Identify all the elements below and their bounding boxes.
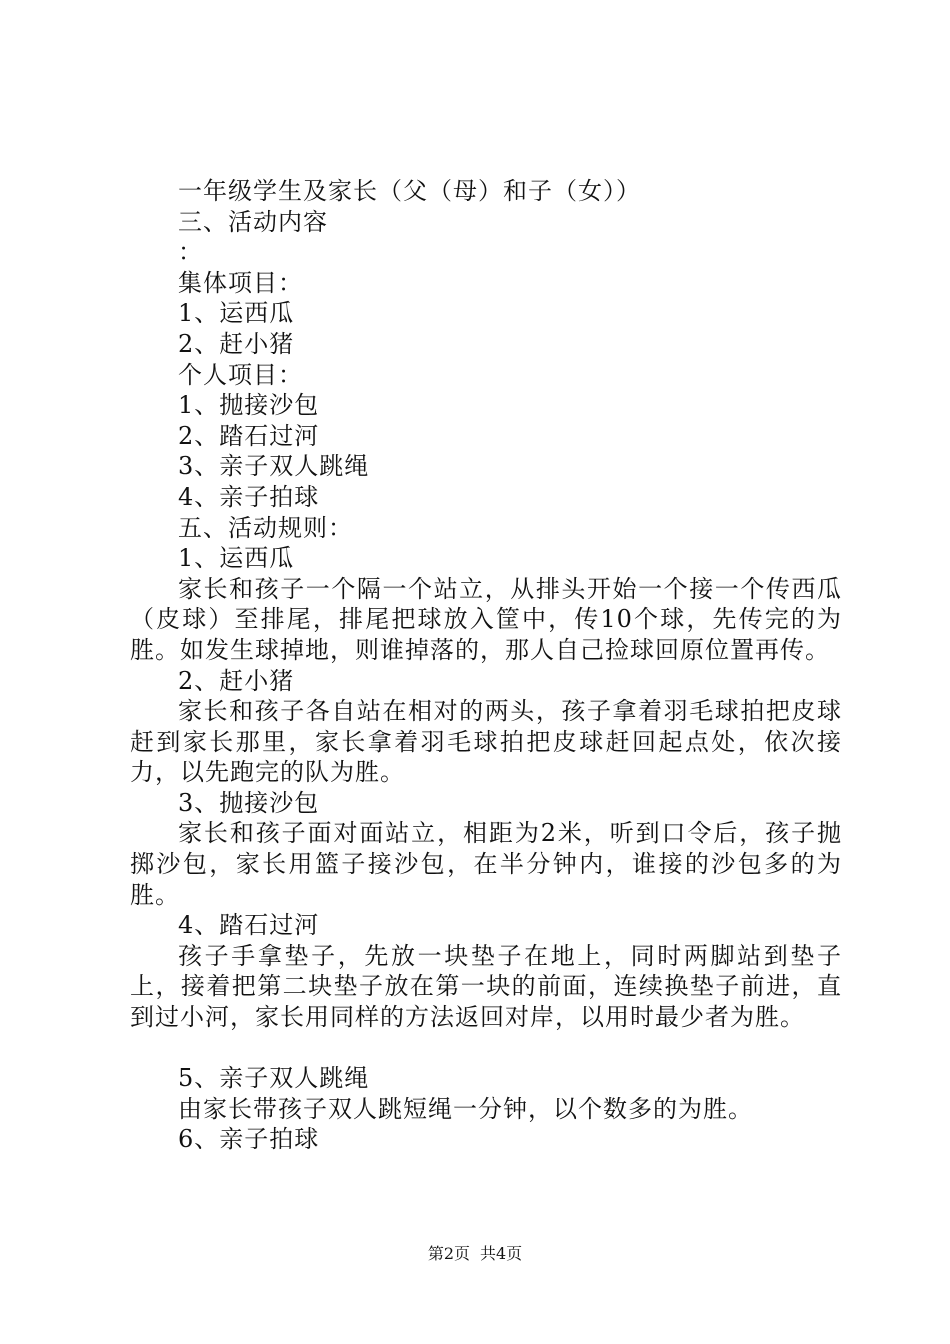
blank-line: [130, 1033, 842, 1064]
rule-title: 1、运西瓜: [178, 544, 295, 573]
participants-line: 一年级学生及家长（父（母）和子（女））: [178, 177, 641, 205]
section-heading-rules: 五、活动规则：: [178, 513, 353, 542]
individual-item: 2、踏石过河: [178, 421, 320, 450]
rule-title: 3、抛接沙包: [178, 788, 320, 817]
document-body: [130, 176, 842, 1155]
rule-paragraph: 孩子手拿垫子，先放一块垫子在地上，同时两脚站到垫子上，接着把第二块垫子放在第一块的前面，连续换垫子前进，直到过小河，家长用同样的方法返回对岸，以用时最少者为胜。: [130, 941, 842, 1032]
rule-title: 2、赶小猪: [178, 666, 295, 695]
rule-paragraph: 家长和孩子各自站在相对的两头，孩子拿着羽毛球拍把皮球赶到家长那里，家长拿着羽毛球拍把皮球赶回起点处，依次接力，以先跑完的队为胜。: [130, 697, 842, 787]
page-total: 共4页: [480, 1244, 523, 1263]
rule-paragraph: 家长和孩子面对面站立，相距为2米，听到口令后，孩子抛掷沙包，家长用篮子接沙包，在半分钟内，谁接的沙包多的为胜。: [130, 819, 842, 909]
individual-item: 4、亲子拍球: [178, 482, 320, 511]
rule-title: 5、亲子双人跳绳: [178, 1064, 370, 1093]
group-items-heading: 集体项目：: [178, 268, 303, 297]
rule-title: 6、亲子拍球: [178, 1125, 320, 1154]
rule-paragraph: 由家长带孩子双人跳短绳一分钟，以个数多的为胜。: [178, 1094, 753, 1123]
rule-title: 4、踏石过河: [178, 911, 320, 940]
individual-item: 3、亲子双人跳绳: [178, 452, 370, 481]
colon-line: ：: [178, 238, 203, 267]
page-number: 第2页: [427, 1244, 470, 1263]
group-item: 2、赶小猪: [178, 329, 295, 358]
group-item: 1、运西瓜: [178, 299, 295, 328]
section-heading-content: 三、活动内容: [178, 207, 328, 236]
page-footer: [0, 1244, 950, 1264]
individual-item: 1、抛接沙包: [178, 391, 320, 420]
rule-paragraph: 家长和孩子一个隔一个站立，从排头开始一个接一个传西瓜（皮球）至排尾，排尾把球放入筐中，传10个球，先传完的为胜。如发生球掉地，则谁掉落的，那人自己捡球回原位置再传。: [130, 574, 842, 664]
individual-items-heading: 个人项目：: [178, 360, 303, 389]
